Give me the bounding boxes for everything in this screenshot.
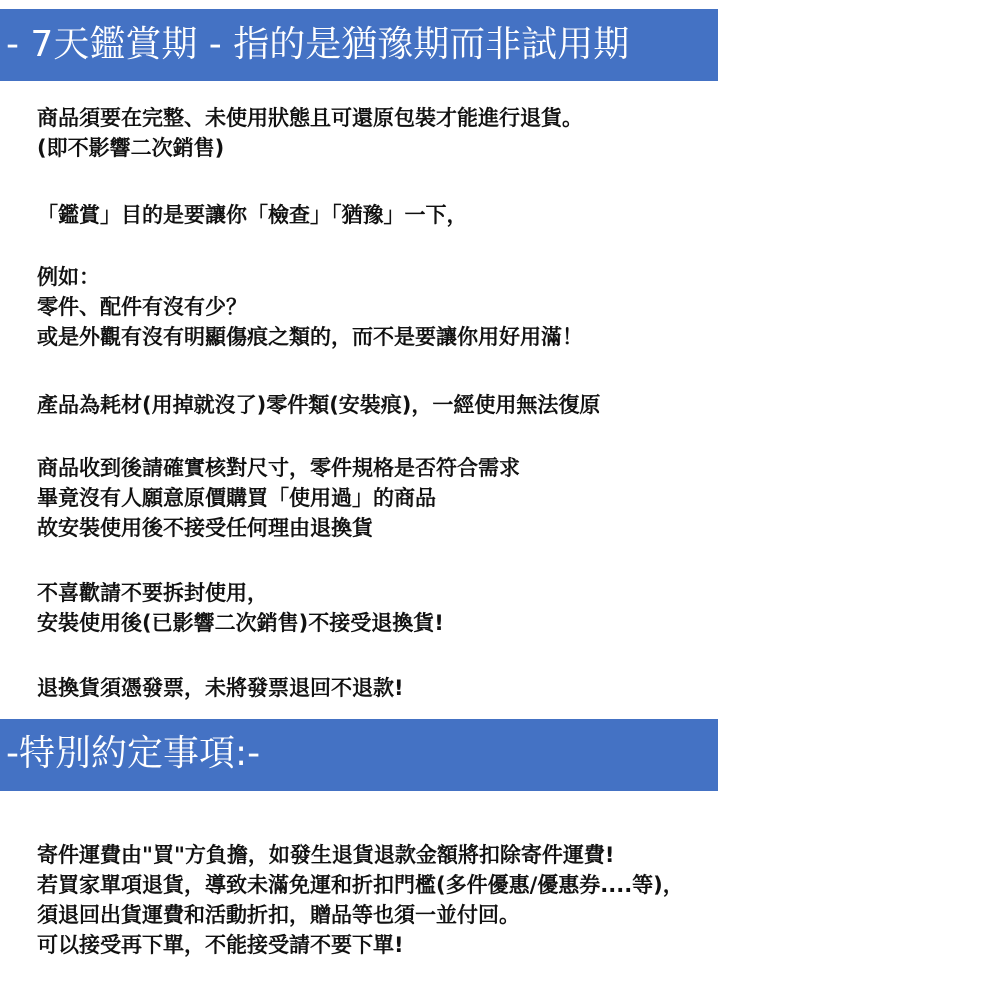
text-line: 不喜歡請不要拆封使用，: [37, 581, 268, 605]
paragraph-example: [37, 262, 977, 352]
text-line: 須退回出貨運費和活動折扣，贈品等也須一並付回。: [37, 903, 520, 927]
text-line: 產品為耗材(用掉就沒了)零件類(安裝痕)，一經使用無法復原: [37, 393, 601, 417]
text-line: 退換貨須憑發票，未將發票退回不退款!: [37, 676, 404, 700]
text-line: 畢竟沒有人願意原價購買「使用過」的商品: [37, 486, 436, 510]
text-line: 商品須要在完整、未使用狀態且可還原包裝才能進行退貨。: [37, 106, 583, 130]
section-banner-appreciation-period: - 7天鑑賞期 - 指的是猶豫期而非試用期: [0, 9, 718, 81]
text-line: 零件、配件有沒有少？: [37, 295, 247, 319]
text-line: 商品收到後請確實核對尺寸，零件規格是否符合需求: [37, 456, 520, 480]
text-line: 安裝使用後(已影響二次銷售)不接受退換貨!: [37, 611, 444, 635]
paragraph-condition: [37, 103, 977, 163]
paragraph-invoice: [37, 673, 977, 703]
text-line: 例如：: [37, 265, 100, 289]
text-line: 或是外觀有沒有明顯傷痕之類的，而不是要讓你用好用滿！: [37, 325, 583, 349]
paragraph-purpose: [37, 200, 977, 230]
text-line: 「鑑賞」目的是要讓你「檢查」「猶豫」一下，: [37, 203, 468, 227]
text-line: (即不影響二次銷售): [37, 136, 225, 160]
text-line: 故安裝使用後不接受任何理由退換貨: [37, 516, 373, 540]
text-line: 若買家單項退貨，導致未滿免運和折扣門檻(多件優惠/優惠券....等)，: [37, 873, 684, 897]
paragraph-do-not-unseal: [37, 578, 977, 638]
paragraph-consumable: [37, 390, 977, 420]
text-line: 可以接受再下單，不能接受請不要下單!: [37, 933, 404, 957]
text-line: 寄件運費由"買"方負擔，如發生退貨退款金額將扣除寄件運費!: [37, 843, 615, 867]
section-banner-special-terms: -特別約定事項:-: [0, 719, 718, 791]
paragraph-check-size: [37, 453, 977, 543]
paragraph-shipping-terms: [37, 840, 977, 960]
